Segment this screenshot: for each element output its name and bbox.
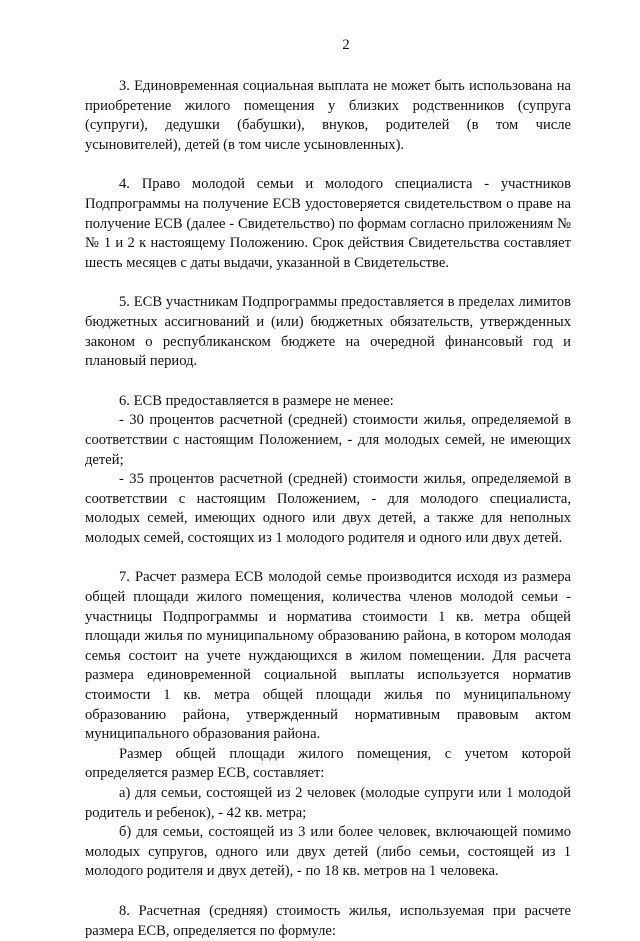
document-body	[85, 77, 571, 941]
paragraph: 4. Право молодой семьи и молодого специалиста - участников Подпрограммы на получение ЕСВ удостоверяется свидетельством о праве на получение ЕСВ (далее - Свидетельство) по формам согласно приложениям №№ 1 и 2 к настоящему Положению. Срок действия Свидетельства составляет шесть месяцев с даты выдачи, указанной в Свидетельстве.	[85, 176, 571, 271]
paragraph: 6. ЕСВ предоставляется в размере не менее:	[119, 392, 394, 409]
paragraph: 3. Единовременная социальная выплата не может быть использована на приобретение жилого помещения у близких родственников (супруга (супруги), дедушки (бабушки), внуков, родителей (в том числе усыновителей), детей (в том числе усыновленных).	[85, 78, 571, 153]
paragraph: б) для семьи, состоящей из 3 или более человек, включающей помимо молодых супругов, одного или двух детей (либо семьи, состоящей из 1 молодого родителя и двух детей), - по 18 кв. метров на 1 человека.	[85, 824, 571, 880]
paragraph: Размер общей площади жилого помещения, с учетом которой определяется размер ЕСВ, составляет:	[85, 745, 571, 782]
paragraph: 7. Расчет размера ЕСВ молодой семье производится исходя из размера общей площади жилого помещения, количества членов молодой семьи - участницы Подпрограммы и норматива стоимости 1 кв. метра общей площади жилья по муниципальному образованию района, в котором молодая семья состоит на учете нуждающихся в жилом помещении. Для расчета размера единовременной социальной выплаты используется норматив стоимости 1 кв. метра общей площади жилья по муниципальному образованию района, утвержденный нормативным правовым актом муниципального образования района.	[85, 569, 571, 743]
paragraph: а) для семьи, состоящей из 2 человек (молодые супруги или 1 молодой родитель и ребенок), - 42 кв. метра;	[85, 785, 571, 821]
paragraph: 5. ЕСВ участникам Подпрограммы предоставляется в пределах лимитов бюджетных ассигнований и (или) бюджетных обязательств, утвержденных законом о республиканском бюджете на очередной финансовый год и плановый период.	[85, 294, 571, 370]
paragraph: - 30 процентов расчетной (средней) стоимости жилья, определяемой в соответствии с настоящим Положением, - для молодых семей, не имеющих детей;	[85, 412, 571, 468]
paragraph: - 35 процентов расчетной (средней) стоимости жилья, определяемой в соответствии с настоящим Положением, - для молодого специалиста, молодых семей, имеющих одного или двух детей, а также для неполных молодых семей, состоящих из 1 молодого родителя и одного или двух детей.	[85, 471, 571, 546]
paragraph: 8. Расчетная (средняя) стоимость жилья, используемая при расчете размера ЕСВ, определяется по формуле:	[85, 902, 571, 939]
page-number: 2	[342, 37, 350, 53]
